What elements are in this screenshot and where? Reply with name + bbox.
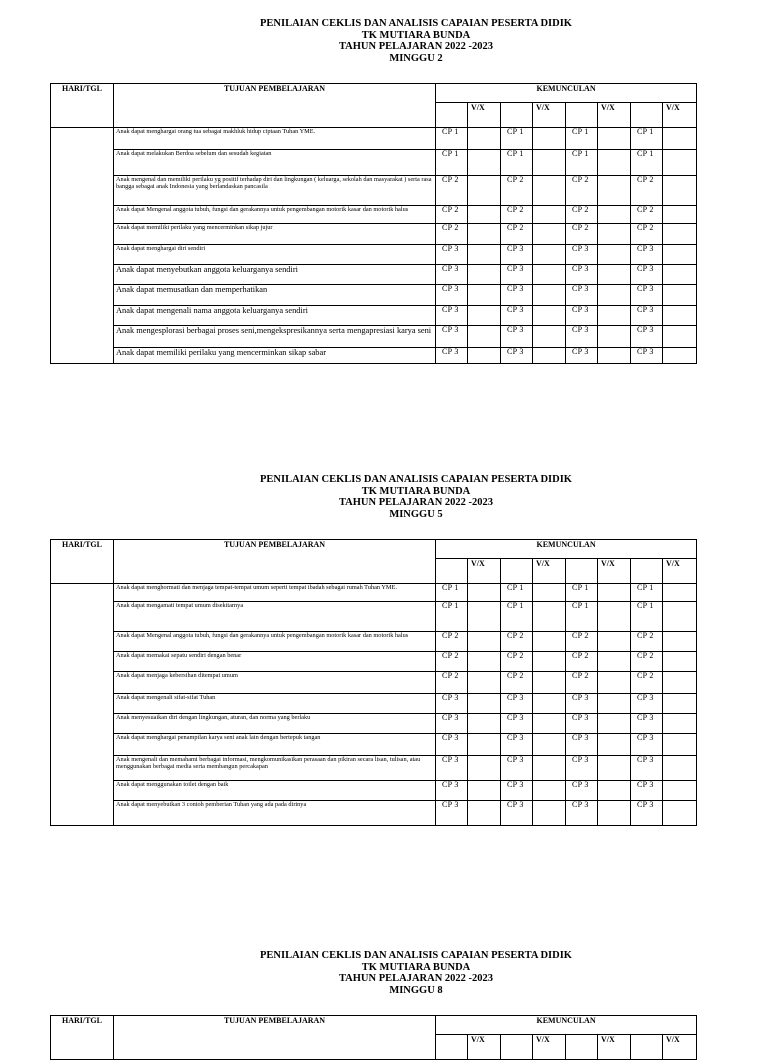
objective-cell: Anak dapat menjaga kebersihan ditempat umum: [114, 672, 436, 694]
vx-mark-cell[interactable]: [663, 206, 697, 224]
cp-cell: CP 2: [631, 632, 663, 652]
vx-mark-cell[interactable]: [533, 632, 566, 652]
vx-mark-cell[interactable]: [468, 652, 501, 672]
cp-cell: CP 3: [436, 285, 468, 306]
table-row: [51, 694, 697, 714]
cp-cell: CP 2: [631, 206, 663, 224]
vx-mark-cell[interactable]: [598, 326, 631, 348]
table-row: [51, 734, 697, 756]
objective-cell: Anak dapat menghargai penampilan karya seni anak lain dengan bertepuk tangan: [114, 734, 436, 756]
blank-header-cell: [436, 559, 468, 584]
heading-line-title: PENILAIAN CEKLIS DAN ANALISIS CAPAIAN PESERTA DIDIK: [260, 474, 572, 485]
col-header-kemunculan: KEMUNCULAN: [436, 1016, 697, 1035]
table-row: [51, 128, 697, 150]
vx-mark-cell[interactable]: [468, 348, 501, 364]
vx-mark-cell[interactable]: [533, 128, 566, 150]
heading-line-week: MINGGU 2: [389, 52, 443, 64]
cp-cell: CP 2: [436, 176, 468, 206]
vx-mark-cell[interactable]: [598, 206, 631, 224]
vx-mark-cell[interactable]: [663, 801, 697, 826]
vx-mark-cell[interactable]: [468, 734, 501, 756]
objective-cell: Anak dapat memakai sepatu sendiri dengan benar: [114, 652, 436, 672]
col-header-tujuan: TUJUAN PEMBELAJARAN: [114, 84, 436, 128]
vx-mark-cell[interactable]: [598, 245, 631, 265]
vx-mark-cell[interactable]: [533, 150, 566, 176]
cp-cell: CP 3: [631, 714, 663, 734]
cp-cell: CP 3: [501, 245, 533, 265]
vx-mark-cell[interactable]: [663, 224, 697, 245]
cp-cell: CP 1: [566, 150, 598, 176]
hari-cell[interactable]: [51, 584, 114, 826]
table-row: [51, 176, 697, 206]
objective-cell: Anak mengesplorasi berbagai proses seni,mengekspresikannya serta mengapresiasi karya seni: [114, 326, 436, 348]
col-header-hari: HARI/TGL: [51, 540, 114, 584]
objective-cell: Anak dapat mengenali nama anggota keluarganya sendiri: [114, 306, 436, 326]
vx-mark-cell[interactable]: [598, 176, 631, 206]
cp-cell: CP 3: [631, 694, 663, 714]
checklist-table: [50, 83, 697, 364]
assessment-section: [0, 474, 768, 809]
vx-mark-cell[interactable]: [598, 265, 631, 285]
cp-cell: CP 3: [436, 326, 468, 348]
cp-cell: CP 1: [631, 584, 663, 602]
cp-cell: CP 2: [566, 672, 598, 694]
heading-line-title: PENILAIAN CEKLIS DAN ANALISIS CAPAIAN PESERTA DIDIK: [260, 18, 572, 29]
vx-mark-cell[interactable]: [533, 734, 566, 756]
vx-mark-cell[interactable]: [598, 584, 631, 602]
cp-cell: CP 2: [566, 206, 598, 224]
vx-mark-cell[interactable]: [533, 672, 566, 694]
checklist-table: [50, 1015, 697, 1060]
checklist-table: [50, 539, 697, 826]
table-row: [51, 801, 697, 826]
vx-header-cell: V/X: [468, 1035, 501, 1060]
cp-cell: CP 3: [566, 756, 598, 781]
cp-cell: CP 3: [566, 245, 598, 265]
vx-mark-cell[interactable]: [663, 652, 697, 672]
cp-cell: CP 3: [566, 265, 598, 285]
cp-cell: CP 1: [501, 584, 533, 602]
vx-mark-cell[interactable]: [468, 632, 501, 652]
blank-header-cell: [631, 559, 663, 584]
cp-cell: CP 2: [501, 176, 533, 206]
vx-mark-cell[interactable]: [468, 128, 501, 150]
vx-mark-cell[interactable]: [598, 781, 631, 801]
blank-header-cell: [631, 1035, 663, 1060]
cp-cell: CP 3: [501, 285, 533, 306]
vx-mark-cell[interactable]: [663, 150, 697, 176]
cp-cell: CP 1: [566, 584, 598, 602]
cp-cell: CP 2: [631, 224, 663, 245]
cp-cell: CP 2: [631, 672, 663, 694]
table-row: [51, 245, 697, 265]
objective-cell: Anak dapat menyebutkan anggota keluarganya sendiri: [114, 265, 436, 285]
vx-mark-cell[interactable]: [533, 176, 566, 206]
vx-mark-cell[interactable]: [663, 285, 697, 306]
cp-cell: CP 3: [436, 756, 468, 781]
vx-mark-cell[interactable]: [468, 602, 501, 632]
cp-cell: CP 3: [631, 265, 663, 285]
cp-cell: CP 3: [501, 801, 533, 826]
blank-header-cell: [566, 103, 598, 128]
vx-mark-cell[interactable]: [598, 652, 631, 672]
table-row: [51, 632, 697, 652]
cp-cell: CP 2: [566, 632, 598, 652]
vx-mark-cell[interactable]: [663, 326, 697, 348]
vx-mark-cell[interactable]: [598, 734, 631, 756]
cp-cell: CP 3: [631, 285, 663, 306]
cp-cell: CP 1: [436, 150, 468, 176]
vx-mark-cell[interactable]: [533, 694, 566, 714]
heading-line-week: MINGGU 5: [389, 508, 443, 520]
vx-header-cell: V/X: [468, 559, 501, 584]
vx-mark-cell[interactable]: [598, 128, 631, 150]
objective-cell: Anak mengenal dan memiliki perilaku yg positif terhadap diri dan lingkungan ( keluarga, sekolah dan masyarakat ) serta rasa bangga sebagai anak Indonesia yang berlandaskan pancasila: [114, 176, 436, 206]
cp-cell: CP 3: [501, 348, 533, 364]
vx-mark-cell[interactable]: [598, 801, 631, 826]
objective-cell: Anak dapat menghargai diri sendiri: [114, 245, 436, 265]
table-row: [51, 781, 697, 801]
vx-mark-cell[interactable]: [468, 694, 501, 714]
cp-cell: CP 3: [501, 306, 533, 326]
cp-cell: CP 2: [631, 652, 663, 672]
cp-cell: CP 2: [436, 206, 468, 224]
vx-mark-cell[interactable]: [533, 584, 566, 602]
cp-cell: CP 2: [436, 652, 468, 672]
vx-mark-cell[interactable]: [468, 756, 501, 781]
objective-cell: Anak dapat menghargai orang tua sebagai makhluk hidup ciptaan Tuhan YME.: [114, 128, 436, 150]
cp-cell: CP 3: [566, 326, 598, 348]
col-header-kemunculan: KEMUNCULAN: [436, 540, 697, 559]
vx-header-cell: V/X: [533, 1035, 566, 1060]
vx-mark-cell[interactable]: [533, 781, 566, 801]
vx-mark-cell[interactable]: [533, 265, 566, 285]
vx-mark-cell[interactable]: [598, 285, 631, 306]
vx-mark-cell[interactable]: [468, 176, 501, 206]
cp-cell: CP 2: [566, 652, 598, 672]
objective-cell: Anak dapat Mengenal anggota tubuh, fungsi dan gerakannya untuk pengembangan motorik kasar dan motorik halus: [114, 632, 436, 652]
cp-cell: CP 3: [631, 348, 663, 364]
table-row: [51, 285, 697, 306]
vx-mark-cell[interactable]: [598, 348, 631, 364]
cp-cell: CP 3: [566, 714, 598, 734]
objective-cell: Anak dapat memiliki perilaku yang mencerminkan sikap sabar: [114, 348, 436, 364]
cp-cell: CP 3: [566, 285, 598, 306]
table-row: [51, 584, 697, 602]
cp-cell: CP 3: [631, 734, 663, 756]
cp-cell: CP 2: [501, 672, 533, 694]
cp-cell: CP 3: [501, 694, 533, 714]
vx-header-cell: V/X: [598, 103, 631, 128]
vx-mark-cell[interactable]: [663, 265, 697, 285]
cp-cell: CP 2: [436, 632, 468, 652]
cp-cell: CP 1: [501, 128, 533, 150]
cp-cell: CP 3: [501, 734, 533, 756]
hari-cell[interactable]: [51, 128, 114, 364]
cp-cell: CP 3: [566, 801, 598, 826]
vx-mark-cell[interactable]: [663, 672, 697, 694]
col-header-kemunculan: KEMUNCULAN: [436, 84, 697, 103]
col-header-tujuan: TUJUAN PEMBELAJARAN: [114, 1016, 436, 1060]
objective-cell: Anak dapat mengamati tempat umum disekitarnya: [114, 602, 436, 632]
blank-header-cell: [501, 559, 533, 584]
vx-mark-cell[interactable]: [468, 714, 501, 734]
vx-mark-cell[interactable]: [598, 756, 631, 781]
cp-cell: CP 2: [501, 652, 533, 672]
cp-cell: CP 3: [501, 326, 533, 348]
cp-cell: CP 3: [566, 734, 598, 756]
vx-mark-cell[interactable]: [663, 348, 697, 364]
table-row: [51, 348, 697, 364]
objective-cell: Anak dapat memiliki perilaku yang mencerminkan sikap jujur: [114, 224, 436, 245]
heading-line-school: TK MUTIARA BUNDA: [361, 29, 471, 41]
vx-header-cell: V/X: [663, 1035, 697, 1060]
vx-mark-cell[interactable]: [598, 306, 631, 326]
vx-header-cell: V/X: [468, 103, 501, 128]
vx-header-cell: V/X: [533, 103, 566, 128]
objective-cell: Anak dapat melakukan Berdoa sebelum dan sesudah kegiatan: [114, 150, 436, 176]
cp-cell: CP 2: [566, 176, 598, 206]
vx-mark-cell[interactable]: [533, 245, 566, 265]
vx-mark-cell[interactable]: [663, 734, 697, 756]
vx-mark-cell[interactable]: [533, 306, 566, 326]
col-header-hari: HARI/TGL: [51, 84, 114, 128]
vx-mark-cell[interactable]: [468, 672, 501, 694]
objective-cell: Anak dapat Mengenal anggota tubuh, fungsi dan gerakannya untuk pengembangan motorik kasar dan motorik halus: [114, 206, 436, 224]
vx-header-cell: V/X: [663, 103, 697, 128]
cp-cell: CP 3: [631, 756, 663, 781]
table-row: [51, 652, 697, 672]
section-heading: [0, 18, 768, 64]
vx-mark-cell[interactable]: [663, 128, 697, 150]
section-heading: [0, 950, 768, 996]
vx-mark-cell[interactable]: [468, 206, 501, 224]
vx-mark-cell[interactable]: [468, 801, 501, 826]
cp-cell: CP 3: [436, 265, 468, 285]
vx-mark-cell[interactable]: [663, 584, 697, 602]
cp-cell: CP 3: [501, 714, 533, 734]
vx-mark-cell[interactable]: [533, 602, 566, 632]
objective-cell: Anak dapat menghormati dan menjaga tempat-tempat umum seperti tempat ibadah sebagai rumah Tuhan YME.: [114, 584, 436, 602]
heading-line-school: TK MUTIARA BUNDA: [361, 961, 471, 973]
blank-header-cell: [436, 103, 468, 128]
cp-cell: CP 1: [631, 602, 663, 632]
objective-cell: Anak dapat menggunakan toilet dengan baik: [114, 781, 436, 801]
vx-header-cell: V/X: [533, 559, 566, 584]
vx-mark-cell[interactable]: [663, 714, 697, 734]
vx-mark-cell[interactable]: [468, 326, 501, 348]
vx-mark-cell[interactable]: [533, 285, 566, 306]
heading-line-title: PENILAIAN CEKLIS DAN ANALISIS CAPAIAN PESERTA DIDIK: [260, 950, 572, 961]
blank-header-cell: [566, 559, 598, 584]
table-row: [51, 206, 697, 224]
cp-cell: CP 1: [631, 150, 663, 176]
cp-cell: CP 3: [436, 348, 468, 364]
objective-cell: Anak dapat memusatkan dan memperhatikan: [114, 285, 436, 306]
vx-mark-cell[interactable]: [598, 150, 631, 176]
vx-mark-cell[interactable]: [468, 245, 501, 265]
vx-mark-cell[interactable]: [598, 694, 631, 714]
vx-header-cell: V/X: [598, 559, 631, 584]
vx-mark-cell[interactable]: [468, 306, 501, 326]
cp-cell: CP 3: [436, 306, 468, 326]
cp-cell: CP 3: [501, 265, 533, 285]
cp-cell: CP 1: [436, 584, 468, 602]
blank-header-cell: [631, 103, 663, 128]
blank-header-cell: [501, 1035, 533, 1060]
blank-header-cell: [501, 103, 533, 128]
cp-cell: CP 3: [631, 781, 663, 801]
vx-mark-cell[interactable]: [468, 224, 501, 245]
cp-cell: CP 3: [436, 714, 468, 734]
objective-cell: Anak dapat menyebutkan 3 contoh pemberian Tuhan yang ada pada dirinya: [114, 801, 436, 826]
cp-cell: CP 1: [631, 128, 663, 150]
vx-mark-cell[interactable]: [598, 632, 631, 652]
vx-mark-cell[interactable]: [468, 584, 501, 602]
vx-mark-cell[interactable]: [663, 306, 697, 326]
vx-mark-cell[interactable]: [663, 694, 697, 714]
vx-mark-cell[interactable]: [598, 714, 631, 734]
vx-mark-cell[interactable]: [663, 756, 697, 781]
col-header-tujuan: TUJUAN PEMBELAJARAN: [114, 540, 436, 584]
vx-mark-cell[interactable]: [533, 326, 566, 348]
vx-mark-cell[interactable]: [533, 714, 566, 734]
cp-cell: CP 1: [566, 128, 598, 150]
vx-mark-cell[interactable]: [663, 632, 697, 652]
blank-header-cell: [566, 1035, 598, 1060]
table-row: [51, 326, 697, 348]
heading-line-week: MINGGU 8: [389, 984, 443, 996]
assessment-section: [0, 18, 768, 357]
vx-header-cell: V/X: [598, 1035, 631, 1060]
vx-mark-cell[interactable]: [663, 176, 697, 206]
cp-cell: CP 2: [501, 206, 533, 224]
cp-cell: CP 2: [501, 632, 533, 652]
cp-cell: CP 2: [631, 176, 663, 206]
objective-cell: Anak mengenali dan memahami berbagai informasi, mengkomunikasikan perasaan dan pikiran secara lisan, tulisan, atau menggunakan berbagai media serta membangun percakapan: [114, 756, 436, 781]
cp-cell: CP 3: [501, 781, 533, 801]
heading-line-year: TAHUN PELAJARAN 2022 -2023: [338, 497, 494, 508]
vx-mark-cell[interactable]: [533, 801, 566, 826]
vx-header-cell: V/X: [663, 559, 697, 584]
vx-mark-cell[interactable]: [468, 265, 501, 285]
cp-cell: CP 1: [501, 150, 533, 176]
assessment-section: [0, 950, 768, 1044]
vx-mark-cell[interactable]: [598, 602, 631, 632]
table-row: [51, 265, 697, 285]
cp-cell: CP 3: [566, 348, 598, 364]
cp-cell: CP 3: [436, 734, 468, 756]
vx-mark-cell[interactable]: [468, 150, 501, 176]
vx-mark-cell[interactable]: [468, 781, 501, 801]
table-row: [51, 224, 697, 245]
vx-mark-cell[interactable]: [663, 602, 697, 632]
table-row: [51, 714, 697, 734]
table-row: [51, 672, 697, 694]
cp-cell: CP 3: [436, 781, 468, 801]
vx-mark-cell[interactable]: [533, 348, 566, 364]
vx-mark-cell[interactable]: [598, 672, 631, 694]
objective-cell: Anak menyesuaikan diri dengan lingkungan, aturan, dan norma yang berlaku: [114, 714, 436, 734]
cp-cell: CP 2: [501, 224, 533, 245]
cp-cell: CP 3: [566, 694, 598, 714]
vx-mark-cell[interactable]: [533, 224, 566, 245]
cp-cell: CP 3: [501, 756, 533, 781]
blank-header-cell: [436, 1035, 468, 1060]
cp-cell: CP 2: [436, 224, 468, 245]
vx-mark-cell[interactable]: [663, 781, 697, 801]
cp-cell: CP 3: [566, 306, 598, 326]
cp-cell: CP 3: [436, 694, 468, 714]
vx-mark-cell[interactable]: [598, 224, 631, 245]
cp-cell: CP 1: [566, 602, 598, 632]
col-header-hari: HARI/TGL: [51, 1016, 114, 1060]
cp-cell: CP 1: [501, 602, 533, 632]
cp-cell: CP 1: [436, 128, 468, 150]
table-row: [51, 602, 697, 632]
table-row: [51, 150, 697, 176]
heading-line-year: TAHUN PELAJARAN 2022 -2023: [338, 41, 494, 52]
cp-cell: CP 2: [436, 672, 468, 694]
cp-cell: CP 3: [631, 306, 663, 326]
section-heading: [0, 474, 768, 520]
table-row: [51, 306, 697, 326]
vx-mark-cell[interactable]: [663, 245, 697, 265]
cp-cell: CP 3: [436, 801, 468, 826]
cp-cell: CP 1: [436, 602, 468, 632]
heading-line-school: TK MUTIARA BUNDA: [361, 485, 471, 497]
vx-mark-cell[interactable]: [533, 652, 566, 672]
vx-mark-cell[interactable]: [468, 285, 501, 306]
vx-mark-cell[interactable]: [533, 206, 566, 224]
cp-cell: CP 3: [631, 326, 663, 348]
heading-line-year: TAHUN PELAJARAN 2022 -2023: [338, 973, 494, 984]
cp-cell: CP 3: [436, 245, 468, 265]
cp-cell: CP 3: [566, 781, 598, 801]
cp-cell: CP 3: [631, 245, 663, 265]
vx-mark-cell[interactable]: [533, 756, 566, 781]
objective-cell: Anak dapat mengenali sifat-sifat Tuhan: [114, 694, 436, 714]
cp-cell: CP 2: [566, 224, 598, 245]
cp-cell: CP 3: [631, 801, 663, 826]
table-row: [51, 756, 697, 781]
